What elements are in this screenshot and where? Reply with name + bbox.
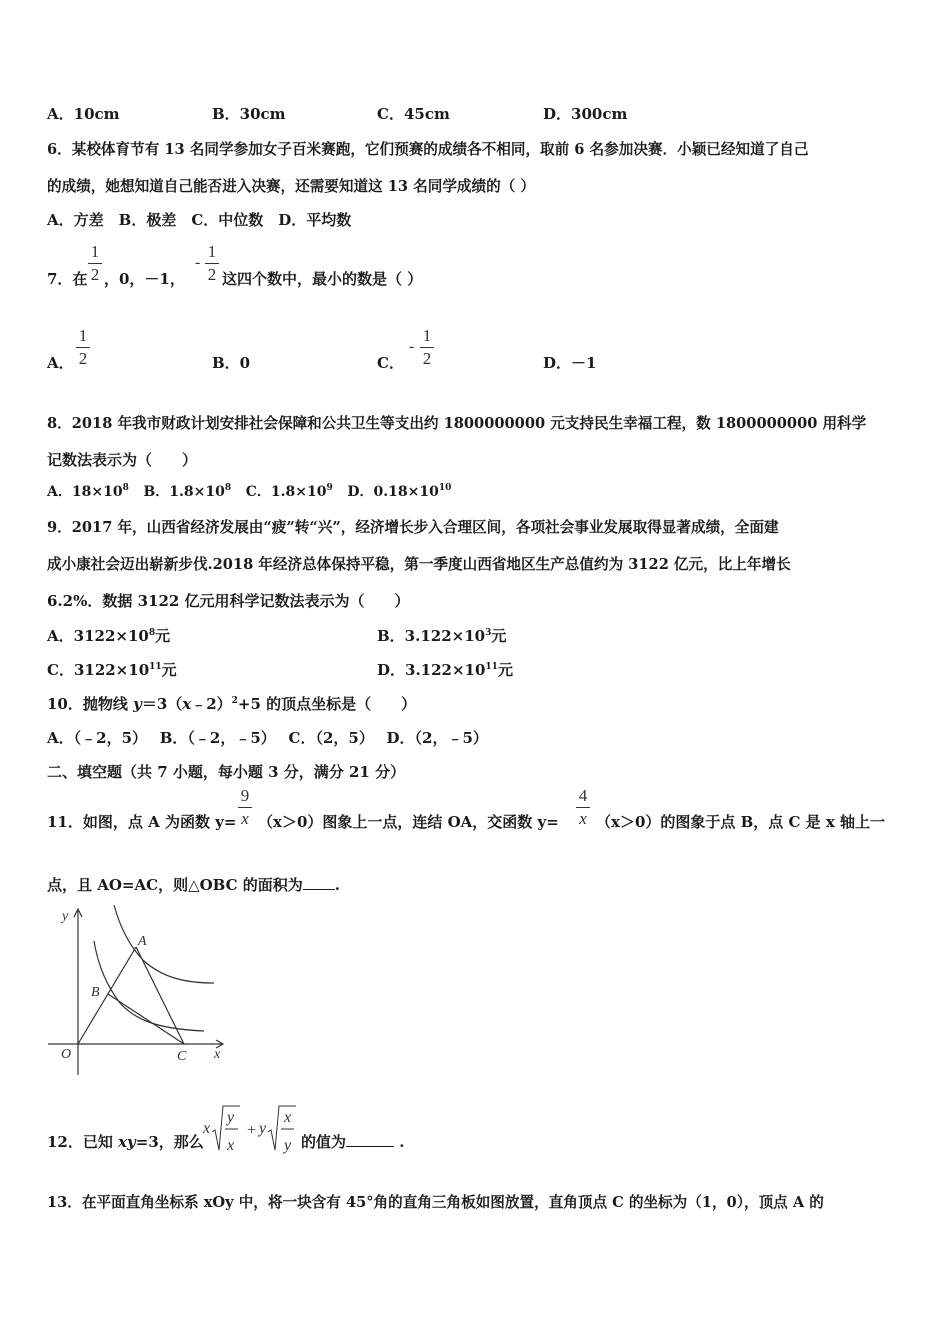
- q11-fraction-9-over-x: 9 x: [238, 786, 252, 828]
- segment-oa: [78, 947, 136, 1044]
- q9-option-a: A．$3122\times 10^8$元: [47, 627, 171, 645]
- q11-figure: [44, 903, 230, 1079]
- q6-stem-line2: 的成绩，她想知道自己能否进入决赛，还需要知道这 13 名同学成绩的（ ）: [47, 178, 535, 195]
- q8-stem-line1: 8．2018 年我市财政计划安排社会保障和公共卫生等支出约 1800000000 元支持民生幸福工程，数 1800000000 用科学: [47, 415, 867, 432]
- label-x: x: [214, 1047, 221, 1062]
- q6-options: A．方差 B．极差 C．中位数 D．平均数: [47, 211, 352, 229]
- q6-stem-line1: 6．某校体育节有 13 名同学参加女子百米赛跑，它们预赛的成绩各不相同，取前 6 名参加决赛．小颖已经知道了自己: [47, 141, 809, 158]
- q12-prefix: 12．已知 xy=3，那么: [47, 1133, 204, 1151]
- q9-option-c: C．$3122\times 10^{11}$元: [47, 661, 177, 679]
- q10-options: A．（﹣2，5） B．（﹣2，﹣5） C．（2，5） D．（2，﹣5）: [47, 729, 488, 747]
- q7-middle: ，0，－1，: [104, 270, 185, 288]
- sqrt-1: [212, 1106, 240, 1150]
- q7-option-c-fraction: 1 2: [420, 326, 434, 368]
- label-c: C: [177, 1049, 187, 1064]
- expr-x1-den: x: [227, 1137, 235, 1154]
- q5-option-a: A．10cm: [47, 105, 120, 123]
- q9-stem-line1: 9．2017 年，山西省经济发展由“疲”转“兴”，经济增长步入合理区间，各项社会事业发展取得显著成绩，全面建: [47, 519, 779, 536]
- label-b: B: [91, 985, 100, 1000]
- q9-stem-line2: 成小康社会迈出崭新步伐.2018 年经济总体保持平稳，第一季度山西省地区生产总值约为 3122 亿元，比上年增长: [47, 556, 791, 573]
- q9-option-d: D．$3.122\times 10^{11}$元: [377, 661, 513, 679]
- q11-answer-blank[interactable]: [303, 889, 335, 890]
- expr-x1: x: [203, 1120, 211, 1137]
- segment-bc: [108, 994, 184, 1044]
- q8-stem-line2: 记数法表示为（ ）: [47, 451, 198, 469]
- q11-part1: 11．如图，点 A 为函数 y=: [47, 813, 237, 831]
- expr-y2-den: y: [284, 1137, 292, 1154]
- q8-option-a: A．$18\times 10^8$: [47, 483, 129, 500]
- q11-part2: （x＞0）图象上一点，连结 OA，交函数 y=: [258, 813, 559, 831]
- q7-frac-num: 1: [90, 242, 100, 261]
- expr-y2: y: [259, 1120, 267, 1137]
- label-y: y: [62, 909, 69, 924]
- curve-9-over-x: [114, 905, 214, 983]
- q5-option-b: B．30cm: [212, 105, 286, 123]
- q11-fraction-4-over-x: 4 x: [576, 786, 590, 828]
- q7-option-c-neg: -: [409, 338, 415, 355]
- q5-option-c: C．45cm: [377, 105, 450, 123]
- q9-option-b: B．$3.122\times 10^3$元: [377, 627, 507, 645]
- q7-suffix: 这四个数中，最小的数是（ ）: [222, 270, 423, 288]
- q5-option-d: D．300cm: [543, 105, 628, 123]
- sqrt-2: [268, 1106, 296, 1150]
- q7-option-d: D．－1: [543, 354, 597, 372]
- expr-y1: y: [227, 1109, 235, 1126]
- label-a: A: [138, 934, 147, 949]
- expr-x2: x: [284, 1109, 292, 1126]
- q7-neg-sign: -: [195, 254, 201, 271]
- q7-option-a: A．: [47, 354, 74, 372]
- q12-answer-blank[interactable]: [346, 1146, 394, 1147]
- section-title-fill-in: 二、填空题（共 7 小题，每小题 3 分，满分 21 分）: [47, 763, 406, 781]
- q7-option-c: C．: [377, 354, 404, 372]
- q7-frac-den: 2: [90, 265, 100, 284]
- q7-option-b: B．0: [212, 354, 251, 372]
- q8-options: [47, 481, 451, 501]
- q7-fraction-half: [88, 242, 102, 284]
- q7-fraction-neg-half: 1 2: [205, 242, 219, 284]
- q8-option-c: C．$1.8\times 10^9$: [245, 483, 333, 500]
- q11-line2: 点，且 AO=AC，则△OBC 的面积为 .: [47, 876, 341, 894]
- label-o: O: [61, 1047, 72, 1062]
- q12-suffix: 的值为 .: [301, 1133, 405, 1151]
- q8-option-b: B．$1.8\times 10^8$: [143, 483, 232, 500]
- q9-stem-line3: 6.2%．数据 3122 亿元用科学记数法表示为（ ）: [47, 592, 410, 610]
- q7-prefix: 7．在: [47, 270, 88, 288]
- q13-stem-line1: 13．在平面直角坐标系 xOy 中，将一块含有 45°角的直角三角板如图放置，直角顶点 C 的坐标为（1，0），顶点 A 的: [47, 1194, 824, 1211]
- q10-stem: 10．抛物线 y＝3（x﹣2）$^2$+5 的顶点坐标是（ ）: [47, 695, 417, 713]
- q8-option-d: D．$0.18\times 10^{10}$: [347, 483, 452, 500]
- curve-4-over-x: [94, 941, 204, 1031]
- q7-option-a-fraction: 1 2: [76, 326, 90, 368]
- q12-expression: [200, 1102, 300, 1158]
- segment-ac: [136, 947, 184, 1044]
- q11-part3: （x＞0）的图象于点 B，点 C 是 x 轴上一: [596, 813, 886, 831]
- expr-plus: +: [246, 1122, 257, 1139]
